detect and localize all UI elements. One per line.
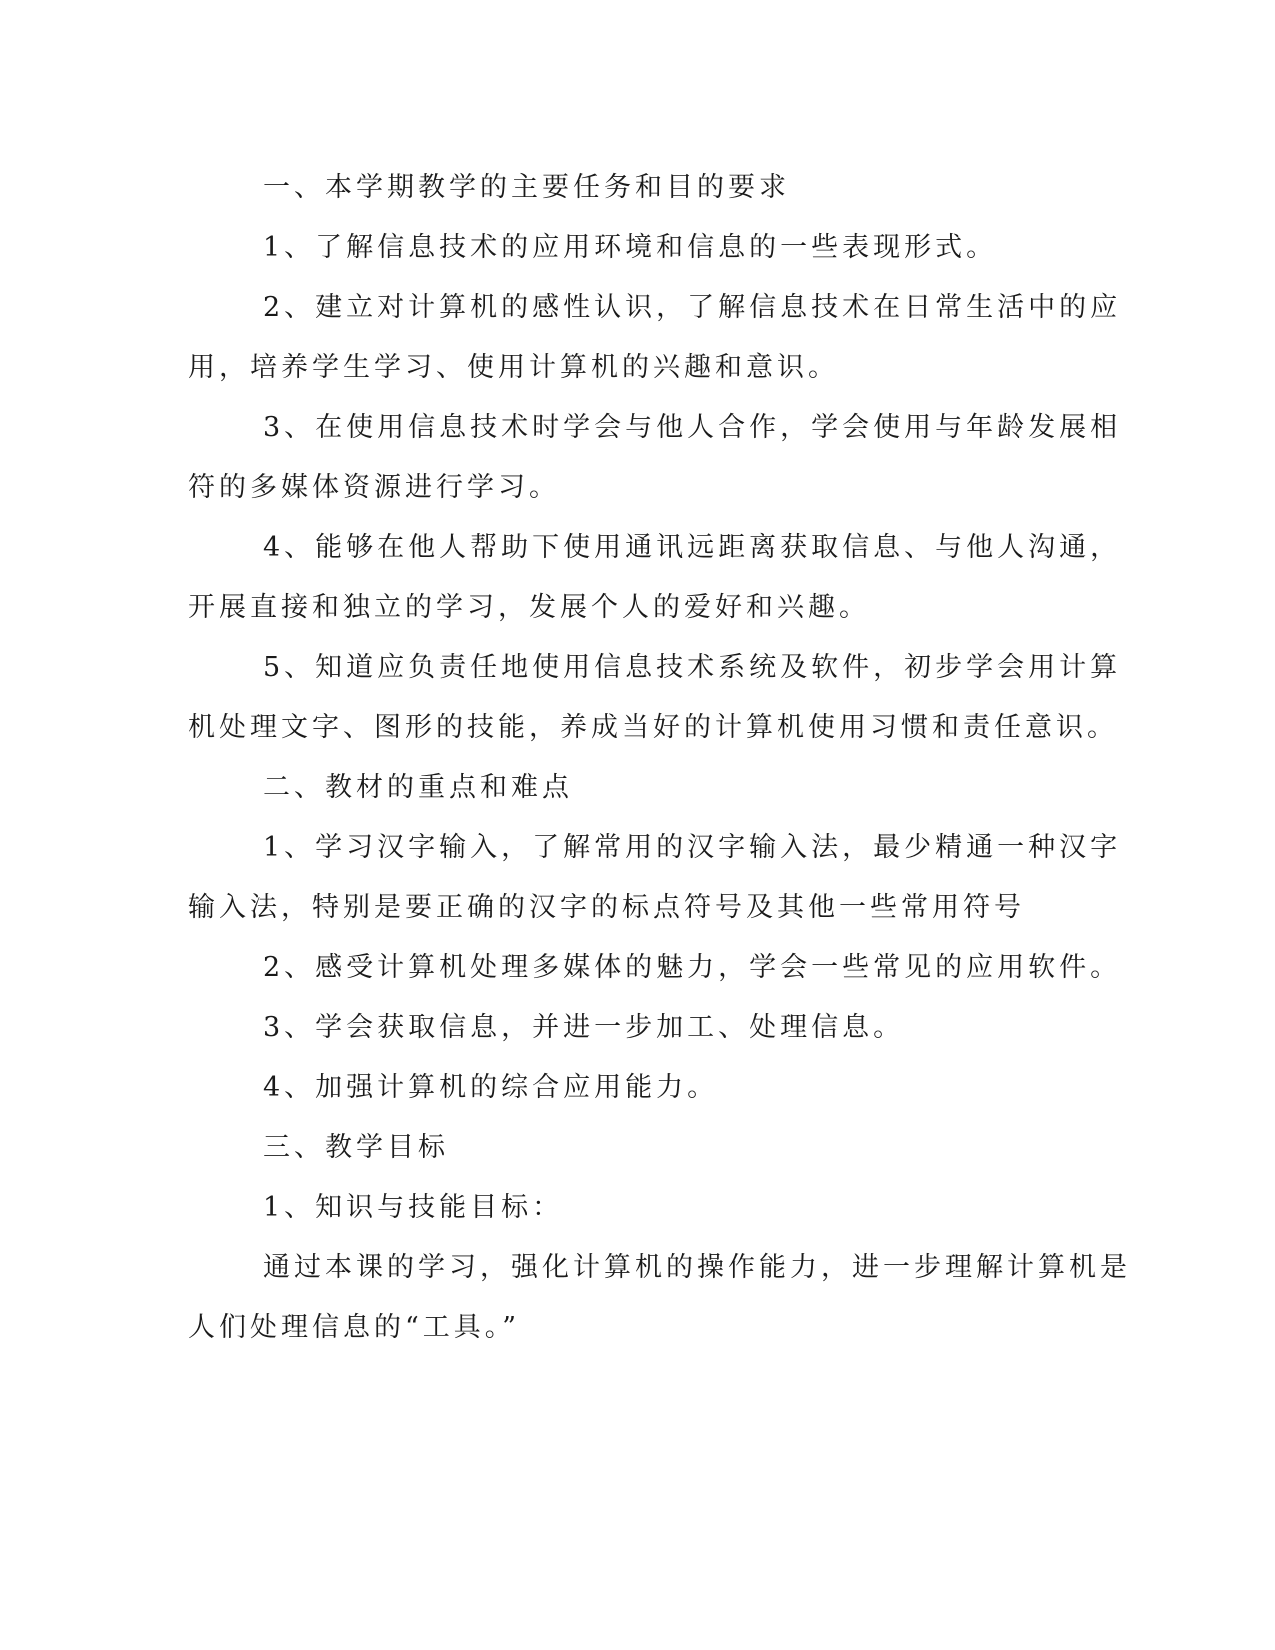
- paragraph-2-1-line-1: 1、学习汉字输入，了解常用的汉字输入法，最少精通一种汉字: [263, 832, 1122, 863]
- paragraph-3-1: 1、知识与技能目标：: [263, 1192, 564, 1223]
- paragraph-1-5-line-1: 5、知道应负责任地使用信息技术系统及软件，初步学会用计算: [263, 652, 1122, 683]
- paragraph-3-2-line-1: 通过本课的学习，强化计算机的操作能力，进一步理解计算机是: [263, 1252, 1131, 1283]
- paragraph-1-5-line-2: 机处理文字、图形的技能，养成当好的计算机使用习惯和责任意识。: [188, 712, 1118, 743]
- paragraph-3-2-line-2: 人们处理信息的“工具。”: [188, 1312, 521, 1343]
- paragraph-2-2: 2、感受计算机处理多媒体的魅力，学会一些常见的应用软件。: [263, 952, 1122, 983]
- document-body: [188, 158, 1131, 1358]
- heading-section-1: 一、本学期教学的主要任务和目的要求: [263, 172, 790, 203]
- heading-section-2: 二、教材的重点和难点: [263, 772, 573, 803]
- paragraph-1-1: 1、了解信息技术的应用环境和信息的一些表现形式。: [263, 232, 998, 263]
- paragraph-1-4-line-2: 开展直接和独立的学习，发展个人的爱好和兴趣。: [188, 592, 870, 623]
- paragraph-2-3: 3、学会获取信息，并进一步加工、处理信息。: [263, 1012, 905, 1043]
- paragraph-1-4-line-1: 4、能够在他人帮助下使用通讯远距离获取信息、与他人沟通，: [263, 532, 1122, 563]
- paragraph-2-1-line-2: 输入法，特别是要正确的汉字的标点符号及其他一些常用符号: [188, 892, 1025, 923]
- paragraph-1-3-line-1: 3、在使用信息技术时学会与他人合作，学会使用与年龄发展相: [263, 412, 1122, 443]
- paragraph-1-3-line-2: 符的多媒体资源进行学习。: [188, 472, 560, 503]
- paragraph-2-4: 4、加强计算机的综合应用能力。: [263, 1072, 719, 1103]
- heading-section-3: 三、教学目标: [263, 1132, 449, 1163]
- paragraph-1-2-line-1: 2、建立对计算机的感性认识，了解信息技术在日常生活中的应: [263, 292, 1122, 323]
- paragraph-1-2-line-2: 用，培养学生学习、使用计算机的兴趣和意识。: [188, 352, 839, 383]
